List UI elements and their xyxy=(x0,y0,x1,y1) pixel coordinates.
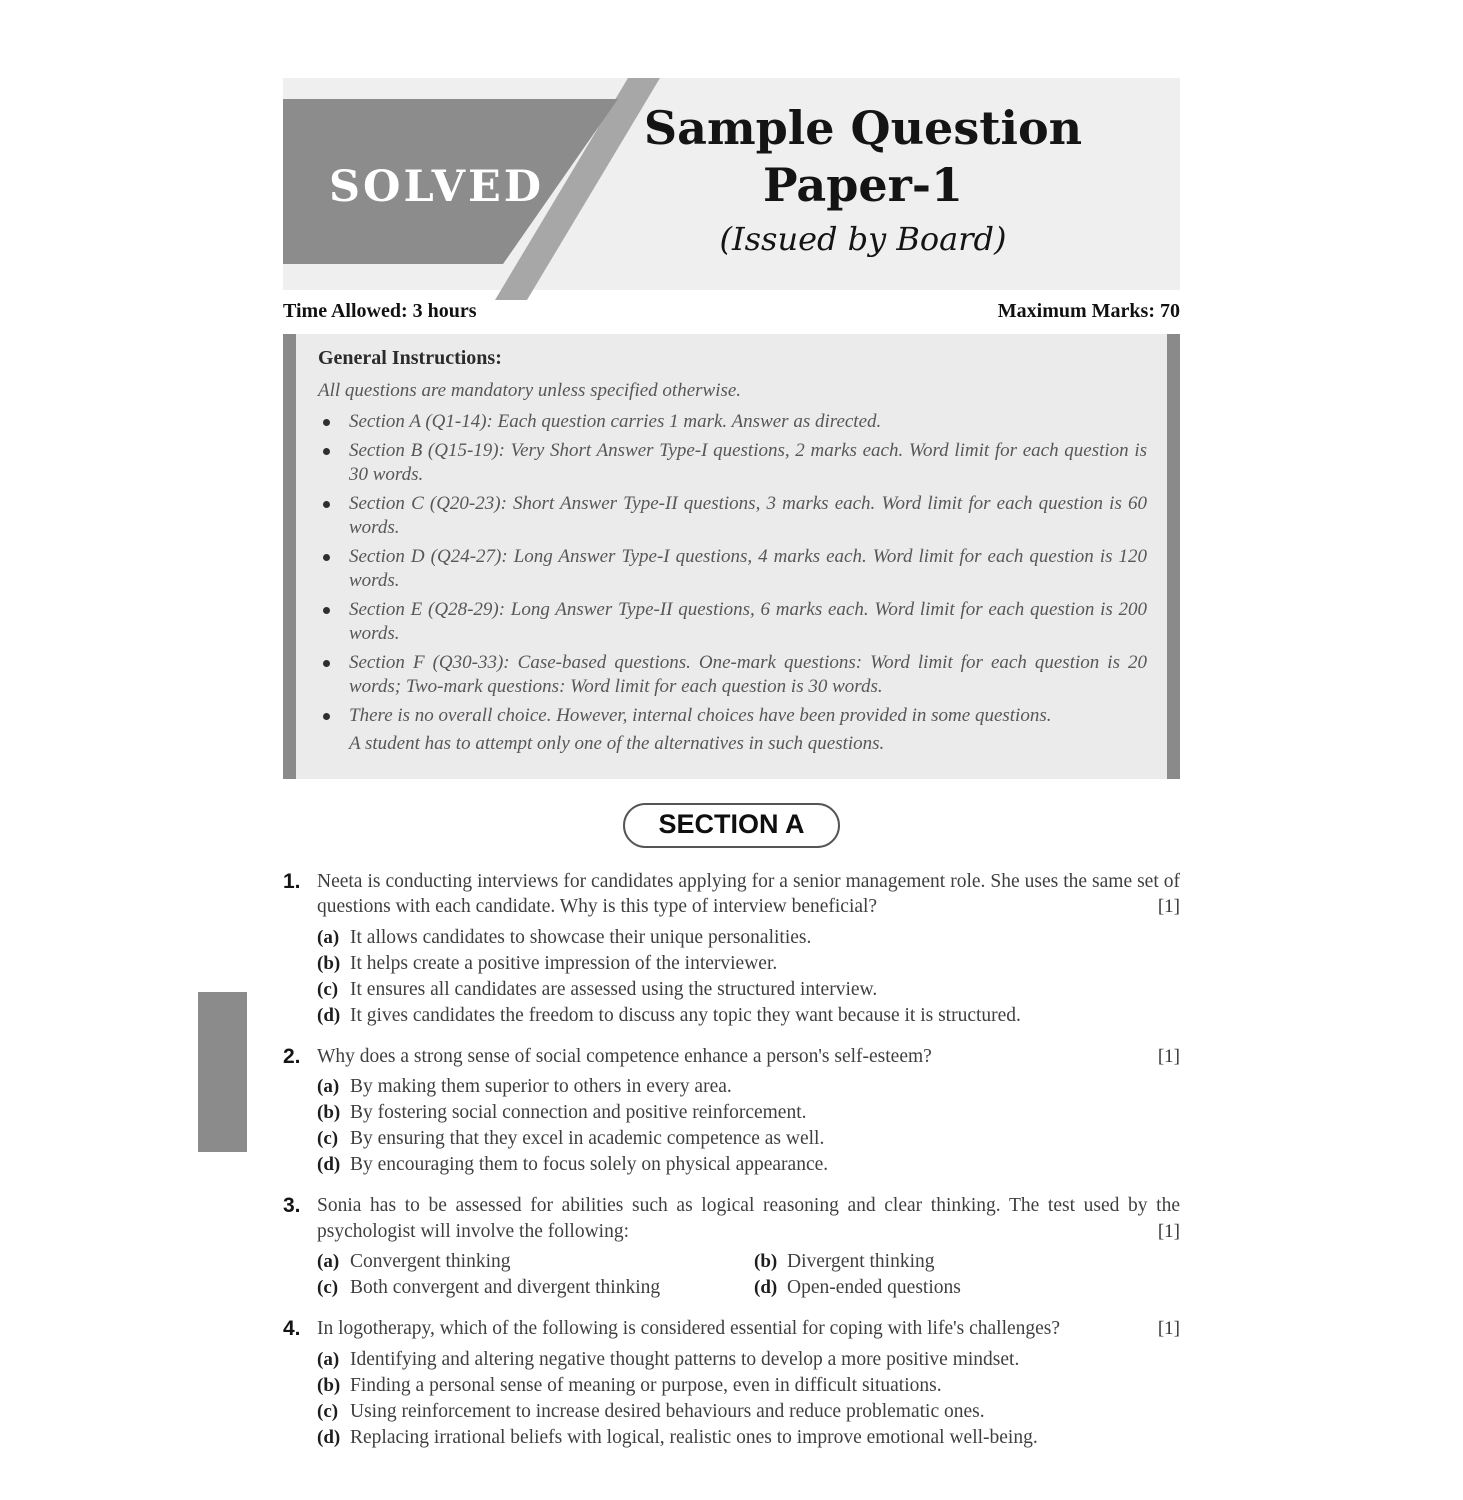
question-text-content: Neeta is conducting interviews for candidates applying for a senior management role. She uses the same set of questions with each candidate. Why is this type of interview beneficial? xyxy=(317,870,1180,917)
bullet-icon xyxy=(323,713,330,720)
marks-badge: [1] xyxy=(1157,1220,1180,1242)
option-d xyxy=(754,1275,1180,1301)
page-edge-tab xyxy=(198,992,247,1152)
option-label: (b) xyxy=(317,952,341,974)
instruction-item xyxy=(318,732,1147,757)
marks-badge: [1] xyxy=(1157,1318,1180,1339)
option-label: (d) xyxy=(317,1426,341,1448)
option-label: (a) xyxy=(317,926,340,948)
question-number: 2. xyxy=(283,1044,301,1068)
bullet-icon xyxy=(323,607,330,614)
option-text: Replacing irrational beliefs with logical, realistic ones to improve emotional well-being. xyxy=(350,1426,1038,1448)
option-text: Both convergent and divergent thinking xyxy=(350,1277,661,1298)
paper-title-line1: Sample Question xyxy=(643,101,1083,155)
question-number: 3. xyxy=(283,1194,301,1217)
option-text: By fostering social connection and positive reinforcement. xyxy=(350,1102,807,1123)
question-text xyxy=(317,1193,1180,1244)
instruction-text: Section E (Q28-29): Long Answer Type-II questions, 6 marks each. Word limit for each question is 200 words. xyxy=(349,598,1147,644)
options-list xyxy=(317,925,1180,1029)
question-body xyxy=(317,869,1180,1029)
option-text: It ensures all candidates are assessed using the structured interview. xyxy=(350,978,878,1000)
option-text: By making them superior to others in every area. xyxy=(350,1076,732,1097)
option-label: (d) xyxy=(317,1154,341,1175)
option-d xyxy=(317,1003,1180,1029)
exam-info-row xyxy=(283,299,1180,323)
option-c xyxy=(317,1126,1180,1152)
question-text xyxy=(317,1044,1180,1070)
question-3 xyxy=(283,1193,1180,1301)
option-text: It gives candidates the freedom to discuss any topic they want because it is structured. xyxy=(350,1004,1021,1026)
option-d xyxy=(317,1425,1180,1451)
time-allowed: Time Allowed: 3 hours xyxy=(283,300,477,322)
option-text: Divergent thinking xyxy=(787,1251,935,1272)
general-instructions-box xyxy=(283,334,1180,779)
option-text: It helps create a positive impression of the interviewer. xyxy=(350,952,778,974)
bullet-icon xyxy=(323,501,330,508)
question-body xyxy=(317,1044,1180,1179)
option-label: (b) xyxy=(317,1102,341,1123)
bullet-icon xyxy=(323,660,330,667)
option-a xyxy=(317,1347,1180,1373)
instruction-item xyxy=(318,704,1147,729)
option-text: By encouraging them to focus solely on physical appearance. xyxy=(350,1154,829,1175)
paper-title-line2: Paper-1 xyxy=(763,158,963,212)
instruction-text: There is no overall choice. However, internal choices have been provided in some questions. xyxy=(349,704,1052,726)
instruction-item xyxy=(318,410,1147,435)
option-label: (c) xyxy=(317,1277,339,1298)
question-1 xyxy=(283,869,1180,1029)
options-list xyxy=(317,1074,1180,1178)
option-b xyxy=(317,951,1180,977)
option-text: By ensuring that they excel in academic competence as well. xyxy=(350,1128,825,1149)
page-content xyxy=(283,0,1180,1466)
instruction-text: Section D (Q24-27): Long Answer Type-I questions, 4 marks each. Word limit for each question is 120 words. xyxy=(349,545,1147,591)
question-text xyxy=(317,1316,1180,1342)
option-text: It allows candidates to showcase their unique personalities. xyxy=(350,926,812,948)
section-header xyxy=(283,803,1180,848)
header-banner xyxy=(283,78,1180,290)
option-c xyxy=(317,977,1180,1003)
instruction-text: Section B (Q15-19): Very Short Answer Type-I questions, 2 marks each. Word limit for each question is 30 words. xyxy=(349,439,1147,485)
option-a xyxy=(317,1249,754,1275)
option-b xyxy=(754,1249,1180,1275)
option-a xyxy=(317,925,1180,951)
paper-title xyxy=(583,100,1143,262)
question-2 xyxy=(283,1044,1180,1179)
option-d xyxy=(317,1152,1180,1178)
section-a-pill: SECTION A xyxy=(623,803,839,848)
instructions-intro: All questions are mandatory unless specified otherwise. xyxy=(318,380,742,401)
option-label: (b) xyxy=(754,1251,778,1272)
option-label: (b) xyxy=(317,1374,341,1396)
instruction-item xyxy=(318,492,1147,541)
option-text: Identifying and altering negative thought patterns to develop a more positive mindset. xyxy=(350,1348,1020,1370)
instruction-item xyxy=(318,439,1147,488)
option-text: Convergent thinking xyxy=(350,1251,511,1272)
option-text: Open-ended questions xyxy=(787,1277,961,1298)
option-label: (d) xyxy=(317,1004,341,1026)
question-4 xyxy=(283,1316,1180,1451)
instruction-text: Section C (Q20-23): Short Answer Type-II questions, 3 marks each. Word limit for each question is 60 words. xyxy=(349,492,1147,538)
marks-badge: [1] xyxy=(1157,1045,1180,1067)
option-label: (c) xyxy=(317,1128,339,1149)
instruction-item xyxy=(318,545,1147,594)
bullet-icon xyxy=(323,554,330,561)
option-b xyxy=(317,1373,1180,1399)
option-label: (c) xyxy=(317,978,339,1000)
marks-badge: [1] xyxy=(1157,896,1180,917)
question-text-content: In logotherapy, which of the following is considered essential for coping with life's challenges? xyxy=(317,1318,1061,1339)
question-text-content: Why does a strong sense of social competence enhance a person's self-esteem? xyxy=(317,1045,932,1067)
solved-badge: SOLVED xyxy=(329,162,545,212)
instruction-text: Section F (Q30-33): Case-based questions. One-mark questions: Word limit for each question is 20 words; Two-mark questions: Word limit for each question is 30 words. xyxy=(349,651,1147,697)
option-label: (a) xyxy=(317,1251,340,1272)
option-label: (a) xyxy=(317,1076,340,1097)
instruction-item xyxy=(318,651,1147,700)
paper-subtitle: (Issued by Board) xyxy=(719,220,1007,258)
options-list xyxy=(317,1347,1180,1451)
bullet-icon xyxy=(323,419,330,426)
option-c xyxy=(317,1275,754,1301)
question-number: 4. xyxy=(283,1317,301,1340)
option-text: Using reinforcement to increase desired behaviours and reduce problematic ones. xyxy=(350,1400,985,1422)
option-a xyxy=(317,1074,1180,1100)
question-text xyxy=(317,869,1180,920)
instruction-item xyxy=(318,598,1147,647)
question-body xyxy=(317,1316,1180,1451)
option-label: (c) xyxy=(317,1400,339,1422)
question-number: 1. xyxy=(283,869,301,893)
options-grid xyxy=(317,1249,1180,1301)
option-label: (d) xyxy=(754,1277,778,1298)
instruction-text: A student has to attempt only one of the alternatives in such questions. xyxy=(349,733,885,754)
instruction-text: Section A (Q1-14): Each question carries 1 mark. Answer as directed. xyxy=(349,411,882,432)
option-b xyxy=(317,1100,1180,1126)
bullet-icon xyxy=(323,448,330,455)
option-label: (a) xyxy=(317,1348,340,1370)
question-text-content: Sonia has to be assessed for abilities such as logical reasoning and clear thinking. The test used by the psychologist will involve the following: xyxy=(317,1195,1180,1242)
option-c xyxy=(317,1399,1180,1425)
instructions-heading: General Instructions: xyxy=(318,347,502,369)
question-body xyxy=(317,1193,1180,1301)
maximum-marks: Maximum Marks: 70 xyxy=(997,300,1180,322)
option-text: Finding a personal sense of meaning or purpose, even in difficult situations. xyxy=(350,1374,942,1396)
